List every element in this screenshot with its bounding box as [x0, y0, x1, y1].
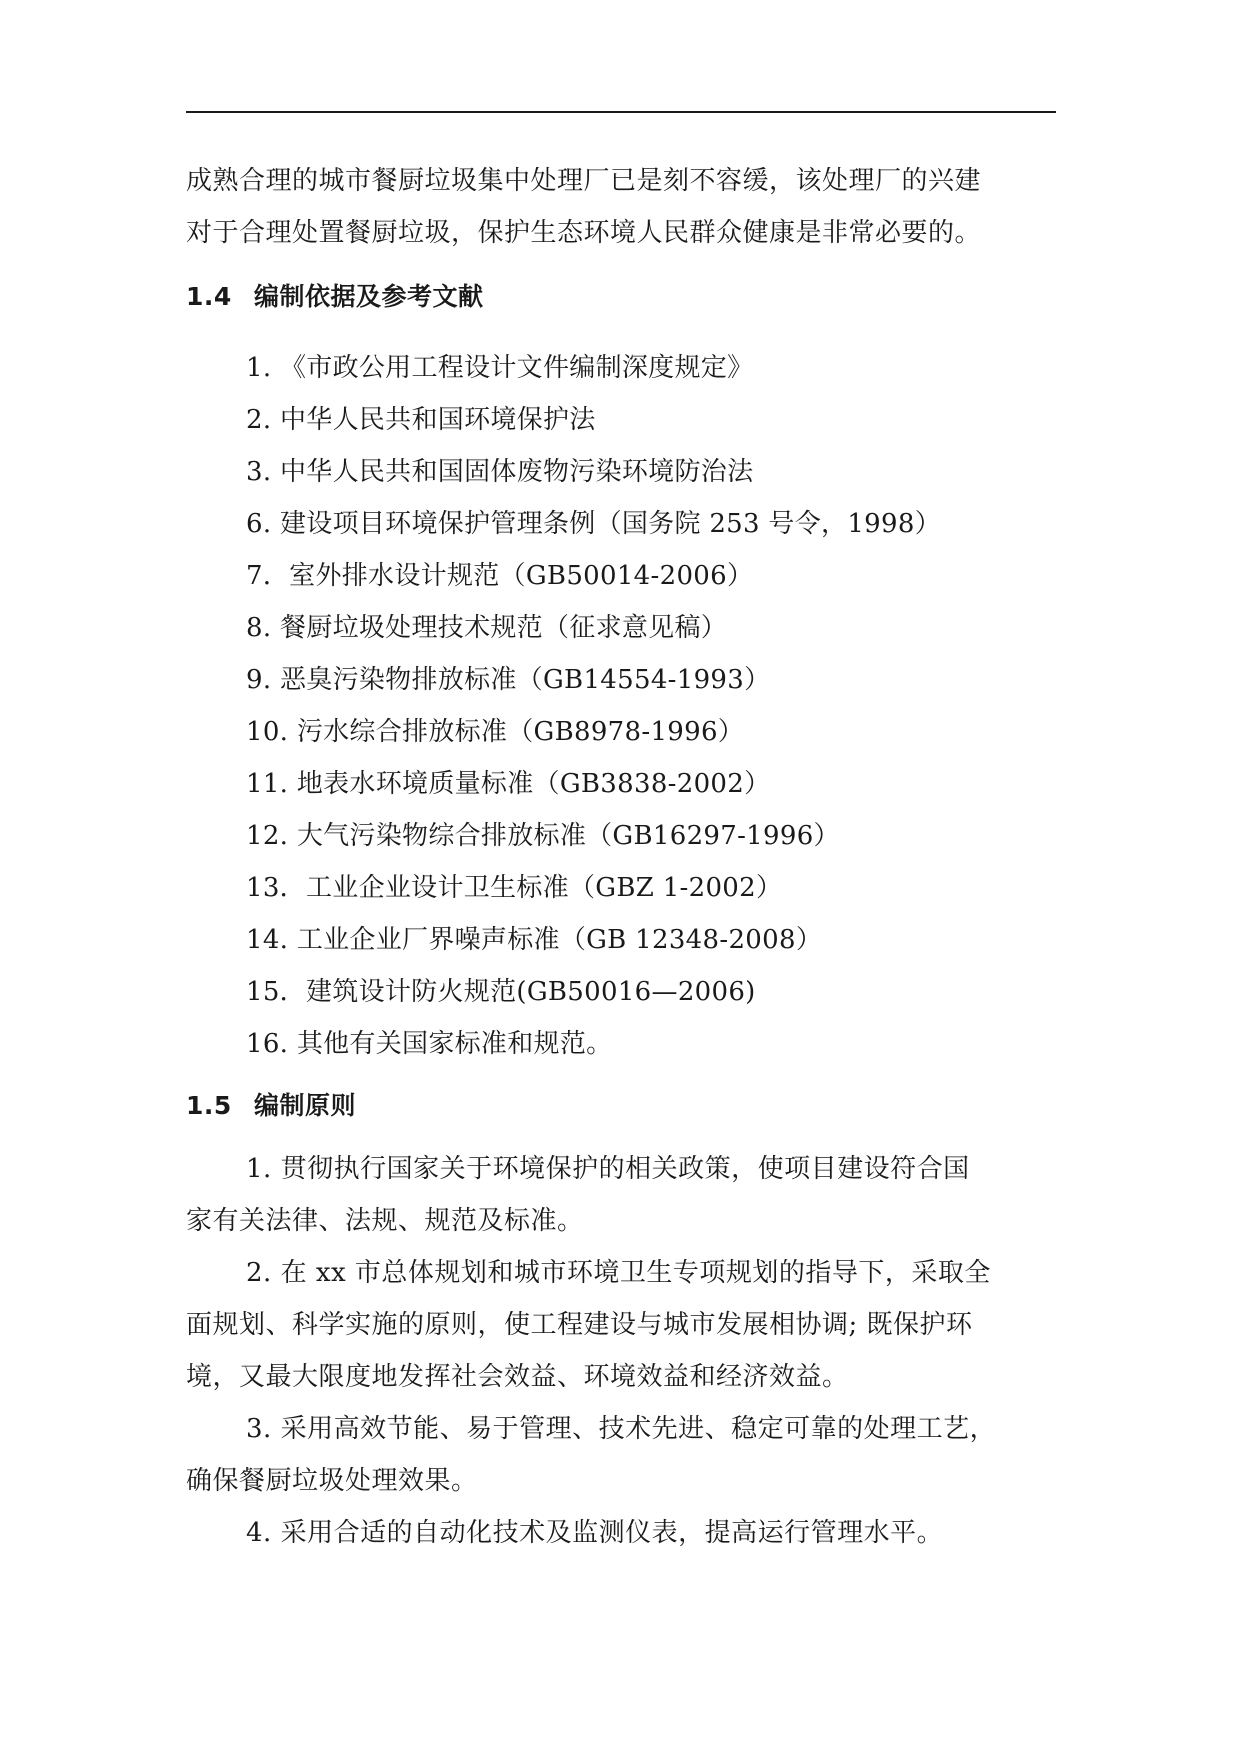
reference-item: 10. 污水综合排放标准（GB8978-1996）: [246, 717, 745, 747]
section-title: 编制原则: [254, 1091, 357, 1120]
reference-item: 13．工业企业设计卫生标准（GBZ 1-2002）: [246, 873, 783, 903]
intro-line: 成熟合理的城市餐厨垃圾集中处理厂已是刻不容缓，该处理厂的兴建: [186, 166, 982, 196]
paragraph-line: 境，又最大限度地发挥社会效益、环境效益和经济效益。: [186, 1362, 849, 1392]
reference-item: 15．建筑设计防火规范(GB50016—2006): [246, 977, 756, 1007]
paragraph-line: 1. 贯彻执行国家关于环境保护的相关政策，使项目建设符合国: [246, 1154, 970, 1184]
reference-item: 8. 餐厨垃圾处理技术规范（征求意见稿）: [246, 613, 728, 643]
reference-item: 16. 其他有关国家标准和规范。: [246, 1029, 613, 1059]
principle-paragraph-4: [186, 1507, 1056, 1559]
reference-item: 6. 建设项目环境保护管理条例（国务院 253 号令，1998）: [246, 509, 941, 539]
paragraph-line: 确保餐厨垃圾处理效果。: [186, 1466, 478, 1496]
paragraph-line: 2. 在 xx 市总体规划和城市环境卫生专项规划的指导下，采取全: [246, 1258, 991, 1288]
reference-item: 9. 恶臭污染物排放标准（GB14554-1993）: [246, 665, 771, 695]
paragraph-line: 面规划、科学实施的原则，使工程建设与城市发展相协调; 既保护环: [186, 1310, 973, 1340]
principle-paragraph-1: [186, 1143, 1056, 1247]
reference-item: 12. 大气污染物综合排放标准（GB16297-1996）: [246, 821, 840, 851]
principle-paragraph-3: [186, 1403, 1056, 1507]
paragraph-line: 家有关法律、法规、规范及标准。: [186, 1206, 584, 1236]
section-heading-1-5: [186, 1091, 1056, 1121]
reference-list: [186, 342, 1056, 1070]
reference-item: 1. 《市政公用工程设计文件编制深度规定》: [246, 353, 754, 383]
header-rule: [186, 111, 1056, 113]
reference-item: 3. 中华人民共和国固体废物污染环境防治法: [246, 457, 754, 487]
section-heading-1-4: [186, 282, 1056, 312]
reference-item: 2. 中华人民共和国环境保护法: [246, 405, 596, 435]
paragraph-line: 3. 采用高效节能、易于管理、技术先进、稳定可靠的处理工艺，: [246, 1414, 997, 1444]
section-number: 1.4: [186, 282, 232, 311]
reference-item: 14. 工业企业厂界噪声标准（GB 12348-2008）: [246, 925, 823, 955]
intro-paragraph: [186, 155, 1056, 259]
intro-line: 对于合理处置餐厨垃圾，保护生态环境人民群众健康是非常必要的。: [186, 218, 982, 248]
page-content: [186, 155, 1056, 1559]
paragraph-line: 4. 采用合适的自动化技术及监测仪表，提高运行管理水平。: [246, 1518, 944, 1548]
section-title: 编制依据及参考文献: [254, 282, 484, 311]
reference-item: 11. 地表水环境质量标准（GB3838-2002）: [246, 769, 771, 799]
reference-item: 7．室外排水设计规范（GB50014-2006）: [246, 561, 754, 591]
section-number: 1.5: [186, 1091, 232, 1120]
principle-paragraph-2: [186, 1247, 1056, 1403]
